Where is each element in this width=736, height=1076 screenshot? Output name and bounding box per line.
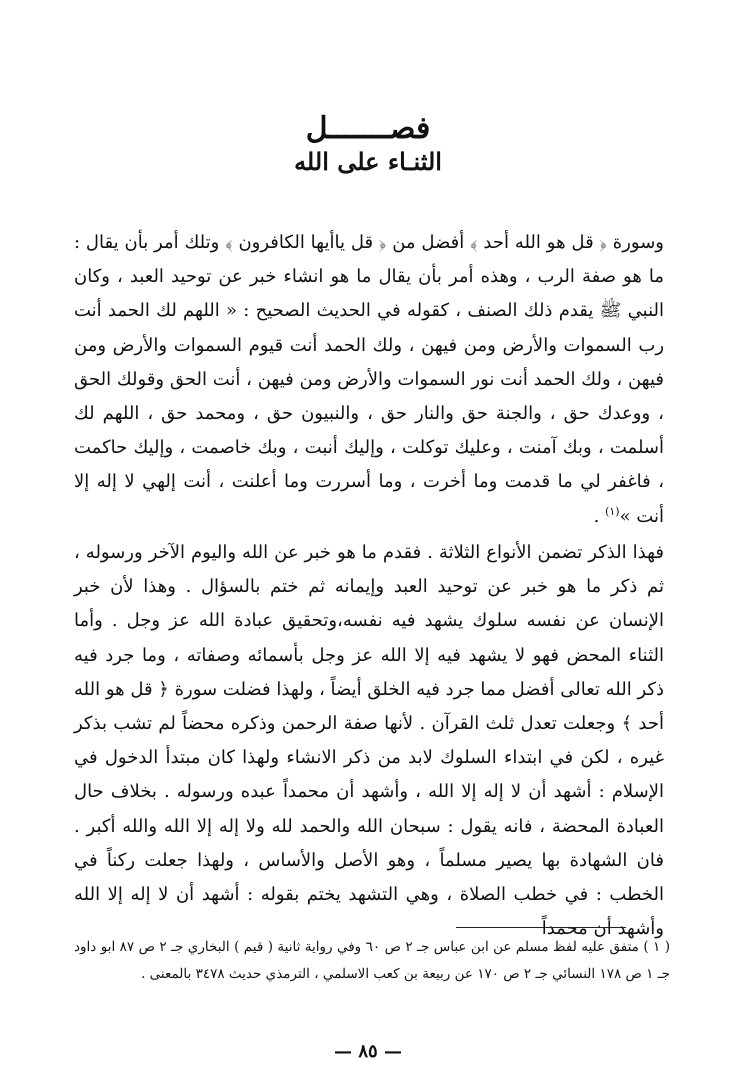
paragraph-2-line: بها يصير مسلماً ، وهو الأصل والأساس ، ولهذا جعلت ركناً في الخطب : في bbox=[74, 849, 664, 906]
footnote-line: ( ١ ) متفق عليه لفظ مسلم عن ابن عباس جـ ٢ ص ٦٠ وفي رواية ثانية ( قيم ) البخاري جـ ٢ ص ٨٧ ابو bbox=[100, 939, 670, 955]
footnote-reference[interactable]: (١) bbox=[605, 504, 620, 518]
paragraph-1-line: خاصمت ، وإليك حاكمت ، فاغفر لي ما قدمت وما أخرت ، وما أسررت bbox=[74, 437, 664, 493]
section-title: فصـــــــل bbox=[305, 111, 431, 146]
footnote-line: ٣٤٧٨ بالمعنى . bbox=[141, 966, 225, 982]
paragraph-1 bbox=[74, 226, 664, 534]
paragraph-1-line: يقال : ما هو صفة الرب ، وهذه أمر بأن يقال ما هو انشاء خبر عن توحيد العبد ، bbox=[74, 232, 664, 288]
paragraph-1-line: اللهم لك أسلمت ، وبك آمنت ، وعليك توكلت ، وإليك أنبت ، وبك bbox=[74, 403, 664, 459]
paragraph-2-line: لكن في ابتداء السلوك لابد من ذكر الانشاء ولهذا كان مبتدأ الدخول في الإسلام : bbox=[74, 747, 664, 803]
paragraph-2-line: فهذا الذكر تضمن الأنواع الثلاثة . فقدم ما هو خبر عن الله واليوم الآخر bbox=[148, 542, 665, 563]
paragraph-1-line: وقولك الحق ، ووعدك حق ، والجنة حق والنار حق ، والنبيون حق ، ومحمد حق ، bbox=[74, 368, 664, 425]
paragraph-2-line: أشهد أن لا إله إلا الله ، وأشهد أن محمداً عبده ورسوله . بخلاف حال العبادة bbox=[74, 781, 664, 837]
paragraph-2-line: خبر الإنسان عن نفسه سلوك يشهد فيه نفسه،وتحقيق عبادة الله عز وجل . وأما bbox=[74, 576, 664, 632]
paragraph-1-line: وسورة ﴿ قل هو الله أحد ﴾ أفضل من ﴿ قل ياأيها الكافرون ﴾ وتلك أمر بأن bbox=[124, 232, 664, 253]
footnote bbox=[74, 934, 670, 988]
paragraph-2-line: الثناء المحض فهو لا يشهد فيه إلا الله عز وجل بأسمائه وصفاته ، وما جرد فيه ذكر bbox=[74, 644, 664, 700]
paragraph-1-line: الحمد أنت رب السموات والأرض ومن فيهن ، ولك الحمد أنت قيوم السموات bbox=[74, 300, 665, 356]
paragraph-1-line: والأرض ومن فيهن ، ولك الحمد أنت نور السموات والأرض ومن فيهن ، أنت الحق bbox=[74, 334, 664, 390]
paragraph-1-line: . bbox=[593, 505, 600, 527]
paragraph-2-line: المحضة ، فانه يقول : سبحان الله والحمد لله ولا إله إلا الله والله أكبر . فان الشهادة bbox=[74, 815, 664, 871]
paragraph-2 bbox=[74, 536, 664, 946]
paragraph-2-line: وجعلت تعدل ثلث القرآن . لأنها صفة الرحمن وذكره محضاً لم تشب بذكر غيره ، bbox=[74, 713, 664, 769]
paragraph-2-line: ورسوله ، ثم ذكر ما هو خبر عن توحيد العبد وإيمانه ثم ختم بالسؤال . وهذا لأن bbox=[74, 542, 664, 598]
footnote-divider bbox=[456, 927, 626, 928]
paragraph-2-line: الله تعالى أفضل مما جرد فيه الخلق أيضاً ، ولهذا فضلت سورة ﴿ قل هو الله أحد ﴾ bbox=[74, 678, 664, 735]
page-number: — ٨٥ — bbox=[334, 1041, 402, 1062]
paragraph-1-line: وما أعلنت ، أنت إلهي لا إله إلا أنت » bbox=[74, 471, 664, 527]
footnote-line: داود جـ ١ ص ١٧٨ النسائي جـ ٢ ص ١٧٠ عن ربيعة بن كعب الاسلمي ، الترمذي حديث bbox=[74, 939, 670, 982]
paragraph-2-line: خطب الصلاة ، وهي التشهد يختم بقوله : أشهد أن لا إله إلا الله وأشهد أن محمداً bbox=[74, 884, 664, 940]
section-subtitle: الثنـاء على الله bbox=[294, 147, 442, 176]
paragraph-1-line: وكان النبي ﷺ يقدم ذلك الصنف ، كقوله في الحديث الصحيح : « اللهم لك bbox=[74, 266, 664, 322]
